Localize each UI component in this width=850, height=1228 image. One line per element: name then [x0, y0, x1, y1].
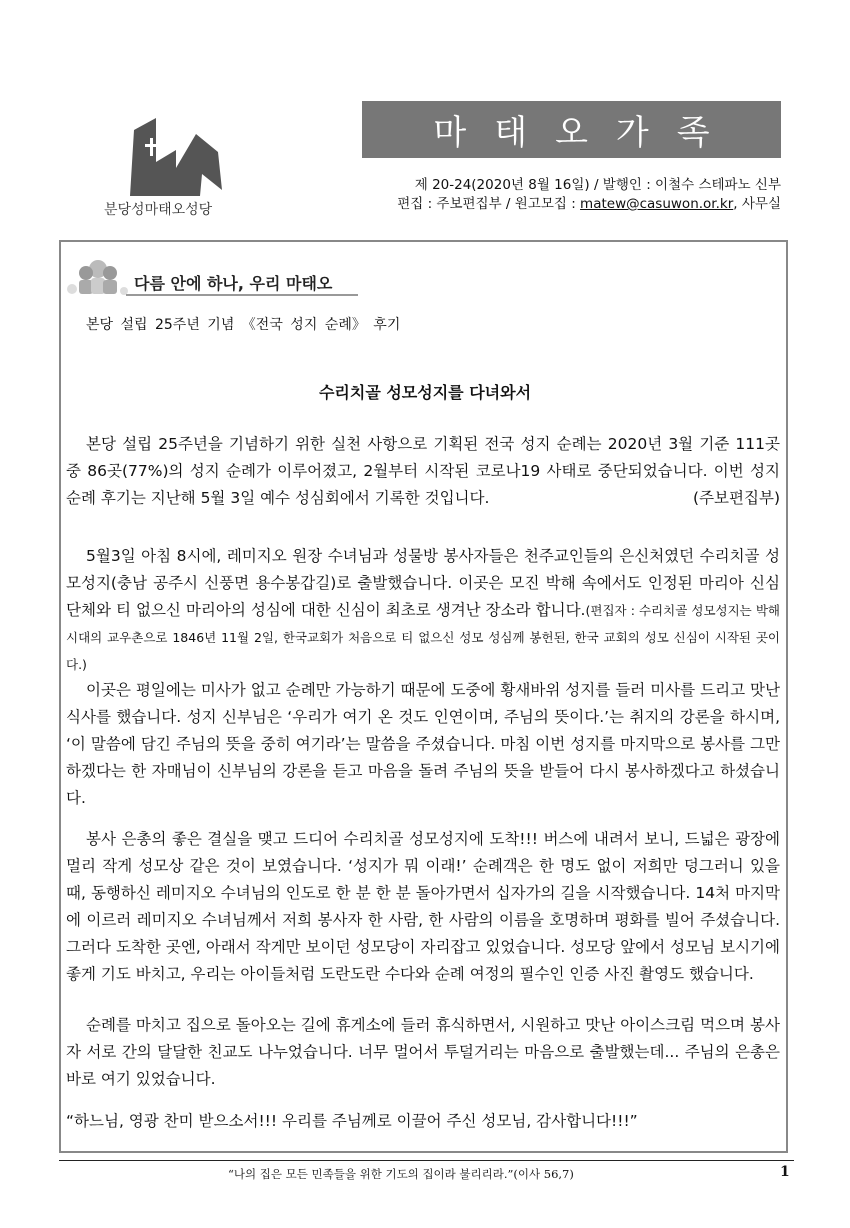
intro-credit: (주보편집부): [693, 489, 780, 507]
article-subtitle: 본당 설립 25주년 기념 《전국 성지 순례》 후기: [86, 317, 401, 333]
page-number: 1: [780, 1164, 790, 1180]
paragraph-4: 봉사 은총의 좋은 결실을 맺고 드디어 수리치골 성모성지에 도착!!! 버스에 내려서 보니, 드넓은 광장에 멀리 작게 성모상 같은 것이 보였습니다. ‘성지가 뭐 이래!’ 순례객은 한 명도 없이 저희만 덩그러니 있을 때, 동행하신 레미지오 수녀님의 인도로 한 분 한 분 돌아가면서 십자가의 길을 시작했습니다. 14처 마지막에 이르러 레미지오 수녀님께서 저희 봉사자 한 사람, 한 사람의 이름을 호명하며 평화를 빌어 주셨습니다. 그러다 도착한 곳엔, 아래서 작게만 보이던 성모당이 자리잡고 있었습니다. 성모당 앞에서 성모님 보시기에 좋게 기도 바치고, 우리는 아이들처럼 도란도란 수다와 순례 여정의 필수인 인증 사진 촬영도 했습니다.: [66, 830, 780, 983]
paragraph-3: 이곳은 평일에는 미사가 없고 순례만 가능하기 때문에 도중에 황새바위 성지를 들러 미사를 드리고 맛난 식사를 했습니다. 성지 신부님은 ‘우리가 여기 온 것도 인연이며, 주님의 뜻이다.’는 취지의 강론을 하시며, ‘이 말씀에 담긴 주님의 뜻을 중히 여기라’는 말씀을 주셨습니다. 마침 이번 성지를 마지막으로 봉사를 그만하겠다는 한 자매님이 신부님의 강론을 듣고 마음을 돌려 주님의 뜻을 받들어 다시 봉사하겠다고 하셨습니다.: [66, 681, 780, 807]
closing-quote: “하느님, 영광 찬미 받으소서!!! 우리를 주님께로 이끌어 주신 성모님, 감사합니다!!!”: [66, 1112, 638, 1130]
article-headline: 수리치골 성모성지를 다녀와서: [318, 383, 532, 402]
editor-note: (편집자 : 수리치골 성모성지는 박해시대의 교우촌으로 1846년 11월 2일, 한국교회가 처음으로 티 없으신 성모 성심께 봉헌된, 한국 교회의 성모 신심이 시작된 곳이다.): [66, 603, 780, 672]
paragraph-2: 5월3일 아침 8시에, 레미지오 원장 수녀님과 성물방 봉사자들은 천주교인들의 은신처였던 수리치골 성모성지(충남 공주시 신풍면 용수봉갑길)로 출발했습니다. 이곳은 모진 박해 속에서도 인정된 마리아 신심 단체와 티 없으신 마리아의 성심에 대한 신심이 최초로 생겨난 장소라 합니다.(편집자 : 수리치골 성모성지는 박해시대의 교우촌으로 1846년 11월 2일, 한국교회가 처음으로 티 없으신 성모 성심께 봉헌된, 한국 교회의 성모 신심이 시작된 곳이다.): [66, 547, 780, 672]
email-link[interactable]: matew@casuwon.or.kr: [580, 196, 734, 212]
publication-info: [397, 176, 781, 214]
section-divider: [126, 294, 358, 296]
newsletter-title-banner: [362, 101, 781, 158]
church-name: 분당성마태오성당: [104, 202, 213, 218]
paragraph-5: 순례를 마치고 집으로 돌아오는 길에 휴게소에 들러 휴식하면서, 시원하고 맛난 아이스크림 먹으며 봉사자 서로 간의 달달한 친교도 나누었습니다. 너무 멀어서 투덜거리는 마음으로 출발했는데... 주님의 은총은 바로 여기 있었습니다.: [66, 1016, 780, 1088]
section-title: 다름 안에 하나, 우리 마태오: [134, 274, 333, 293]
issue-line: 제 20-24(2020년 8월 16일) / 발행인 : 이철수 스테파노 신부: [414, 177, 781, 193]
editor-line: 편집 : 주보편집부 / 원고모집 : matew@casuwon.or.kr, 사무실: [397, 196, 781, 212]
footer-quote: “나의 집은 모든 민족들을 위한 기도의 집이라 불리리라.”(이사 56,7): [228, 1167, 574, 1181]
intro-paragraph: 본당 설립 25주년을 기념하기 위한 실천 사항으로 기획된 전국 성지 순례는 2020년 3월 기준 111곳 중 86곳(77%)의 성지 순례가 이루어졌고, 2월부터 시작된 코로나19 사태로 중단되었습니다. 이번 성지 순례 후기는 지난해 5월 3일 예수 성심회에서 기록한 것입니다. (주보편집부): [66, 431, 780, 512]
newsletter-title: 마태오가족: [433, 113, 738, 153]
footer-divider: [59, 1160, 794, 1161]
